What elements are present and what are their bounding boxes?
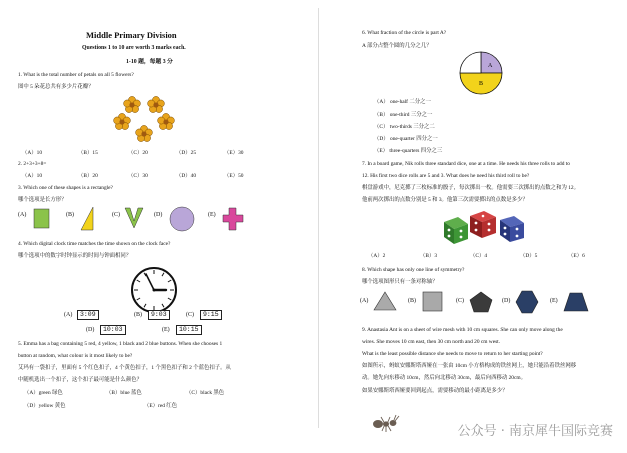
analog-clock [130,266,178,314]
q9-text-line1: 9. Anastasia Ant is on a sheet of wire mesh with 10 cm squares. She can only move along the [362,327,563,333]
q6-option-e[interactable]: （E） three-quarters 四分之三 [374,148,443,154]
q3-label-a[interactable]: (A) [18,212,27,218]
page-title: Middle Primary Division [86,30,177,40]
q2-text: 2. 2+3+3+8= [18,161,47,167]
q1-text-cn: 图中 5 朵花总共有多少片花瓣？ [18,84,94,90]
q3-label-b[interactable]: (B) [66,212,74,218]
q5-text-line2: button at random, what colour is it most likely to be? [18,353,133,359]
q4-digital-e[interactable]: 10:15 [176,325,202,335]
q3-text-cn: 哪个选项是长方形？ [18,197,67,203]
q5-text-line4: 中随机选出一个扣子，这个扣子最可能是什么颜色？ [18,377,142,383]
q2-option-a[interactable]: （A）10 [22,173,43,179]
q8-shape-b-square[interactable] [420,290,446,312]
q1-option-d[interactable]: （D）25 [176,150,197,156]
q7-option-a[interactable]: （A）2 [368,253,386,259]
q2-option-b[interactable]: （B）20 [78,173,98,179]
q7-text-line2: 12. His first two dice rolls are 5 and 3. What does he need his third roll to be? [362,173,530,179]
q8-shape-e-trapezoid[interactable] [562,290,590,314]
q3-shape-a-green-rectangle[interactable] [32,208,52,230]
q2-option-c[interactable]: （C）30 [128,173,148,179]
q3-label-c[interactable]: (C) [112,212,120,218]
q7-text-line4: 他前两次掷出的点数分别是 5 和 3。他第三次需要掷出的点数是多少？ [362,197,528,203]
flower [158,113,175,129]
blue-die [500,216,524,242]
q4-label-e[interactable]: (E) [162,327,170,333]
q8-shape-d-hexagon[interactable] [514,289,540,315]
q3-shape-b-yellow-triangle[interactable] [80,206,98,232]
q6-text-cn: A 部分占整个圆的几分之几？ [362,43,432,49]
q4-label-c[interactable]: (C) [186,312,194,318]
q7-option-b[interactable]: （B）3 [420,253,438,259]
watermark: 公众号 · 南京犀牛国际竞赛 [457,424,613,439]
q8-shape-c-pentagon[interactable] [468,290,494,314]
q5-option-b[interactable]: （B）blue 蓝色 [106,390,142,396]
q7-option-c[interactable]: （C）4 [470,253,488,259]
white-sector [460,52,481,73]
red-die [470,211,496,238]
q2-option-d[interactable]: （D）40 [176,173,197,179]
subtitle-cn: 1-10 题，每题 3 分 [126,59,173,65]
q5-option-d[interactable]: （D）yellow 黄色 [24,403,66,409]
q4-digital-c[interactable]: 9:15 [200,310,222,320]
q3-label-d[interactable]: (D) [154,212,163,218]
q4-label-b[interactable]: (B) [134,312,142,318]
q6-text: 6. What fraction of the circle is part A? [362,30,447,36]
q9-text-line6: 如果安娜斯塔西娅要回到起点，需要移动的最小距离是多少？ [362,388,508,394]
q4-digital-a[interactable]: 3:09 [77,310,99,320]
q7-option-e[interactable]: （E）6 [568,253,585,259]
q8-label-d[interactable]: (D) [502,298,511,304]
q3-text: 3. Which one of these shapes is a rectangle? [18,185,113,191]
q9-text-line4: 如图所示，蚂蚁安娜斯塔西娅在一张由 10cm 小方格构成的铁丝网上，她只能沿着铁丝网移 [362,363,577,369]
q1-option-e[interactable]: （E）30 [224,150,244,156]
q6-circle-figure [458,50,504,96]
q8-label-b[interactable]: (B) [408,298,416,304]
flower [114,113,131,129]
q8-label-c[interactable]: (C) [456,298,464,304]
q5-option-a[interactable]: （A）green 绿色 [24,390,63,396]
q8-text: 8. Which shape has only one line of symmetry? [362,267,465,273]
flower [148,96,165,112]
q9-text-line5: 动。她先向东移动 10cm，然后向北移动 30cm，最后向西移动 20cm。 [362,375,526,381]
q1-option-b[interactable]: （B）15 [78,150,98,156]
q6-option-b[interactable]: （B） one-third 三分之一 [374,112,433,118]
five-flowers-figure [104,94,184,148]
q4-digital-d[interactable]: 10:03 [100,325,126,335]
q3-shape-e-pink-cross[interactable] [222,207,244,231]
q3-shape-d-purple-circle[interactable] [168,206,196,232]
part-b-label: B [479,81,484,87]
q6-option-d[interactable]: （D） one-quarter 四分之一 [374,136,438,142]
q8-label-a[interactable]: (A) [360,298,369,304]
part-a-label: A [488,63,493,69]
q7-text-line1: 7. In a board game, Nik rolls three standard dice, one at a time. He needs his three rolls to add to [362,161,570,167]
q7-option-d[interactable]: （D）5 [520,253,538,259]
flower [136,125,153,141]
q5-option-c[interactable]: （C）black 黑色 [186,390,225,396]
q2-option-e[interactable]: （E）50 [224,173,244,179]
q3-label-e[interactable]: (E) [208,212,216,218]
q8-text-cn: 哪个选项图形只有一条对称轴？ [362,279,438,285]
q6-option-a[interactable]: （A） one-half 二分之一 [374,99,431,105]
q9-text-line2: wires. She moves 10 cm east, then 30 cm north and 20 cm west. [362,339,501,345]
q6-option-c[interactable]: （C） two-thirds 三分之二 [374,124,435,130]
q5-text-line3: 艾玛有一袋扣子，里面有 5 个红色扣子，4 个黄色扣子，1 个黑色扣子和 2 个蓝色扣子。从 [18,365,231,371]
ant-icon [368,412,402,434]
subtitle: Questions 1 to 10 are worth 3 marks each. [82,45,186,51]
q4-text: 4. Which digital clock time matches the time shown on the clock face? [18,241,171,247]
q7-text-line3: 棋盘游戏中，尼克掷了三枚标准的骰子，每次掷出一枚。他需要三次掷出的点数之和为 12。 [362,185,579,191]
q1-text: 1. What is the total number of petals on all 5 flowers? [18,72,134,78]
q4-text-cn: 哪个选项中的数字时钟显示的时间与钟面相同？ [18,253,132,259]
q8-shape-a-triangle[interactable] [372,290,398,312]
q5-option-e[interactable]: （E）red 红色 [144,403,178,409]
q1-option-c[interactable]: （C）20 [128,150,148,156]
q9-text-line3: What is the least possible distance she needs to move to return to her starting point? [362,351,543,357]
flower [124,96,141,112]
green-die [444,217,468,244]
q1-option-a[interactable]: （A）10 [22,150,43,156]
q4-digital-b[interactable]: 9:03 [148,310,170,320]
q8-label-e[interactable]: (E) [550,298,558,304]
q4-label-d[interactable]: (D) [86,327,95,333]
q5-text-line1: 5. Emma has a bag containing 5 red, 4 yellow, 1 black and 2 blue buttons. When she chooses 1 [18,341,223,347]
q4-label-a[interactable]: (A) [64,312,73,318]
column-divider [318,8,319,428]
q7-dice-figure [440,208,528,248]
q3-shape-c-green-chevron[interactable] [124,207,144,229]
